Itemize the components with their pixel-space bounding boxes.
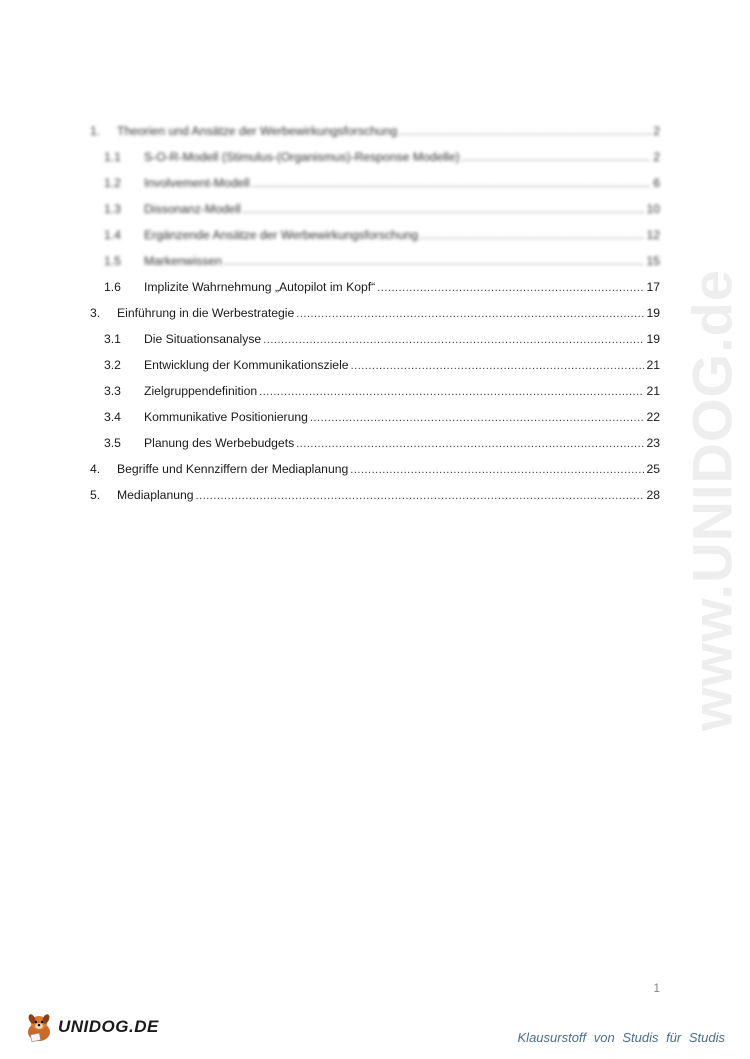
toc-dot-leader xyxy=(296,301,644,327)
toc-entry-title: Implizite Wahrnehmung „Autopilot im Kopf“ xyxy=(144,280,376,294)
toc-entry-page: 28 xyxy=(646,488,660,502)
toc-entry[interactable] xyxy=(90,300,660,326)
toc-entry-number: 3.4 xyxy=(104,410,121,424)
toc-dot-leader xyxy=(462,145,652,171)
toc-entry-number: 1.1 xyxy=(104,150,121,164)
toc-entry[interactable] xyxy=(90,118,660,144)
toc-dot-leader xyxy=(351,353,645,379)
toc-dot-leader xyxy=(399,119,651,145)
toc-entry-number: 3.5 xyxy=(104,436,121,450)
toc-dot-leader xyxy=(420,223,644,249)
toc-entry-page: 12 xyxy=(646,228,660,242)
toc-entry-title: Einführung in die Werbestrategie xyxy=(117,306,295,320)
toc-entry-page: 19 xyxy=(646,332,660,346)
toc-entry[interactable] xyxy=(90,482,660,508)
toc-entry[interactable] xyxy=(90,456,660,482)
toc-entry-title: Zielgruppendefinition xyxy=(144,384,258,398)
toc-entry[interactable] xyxy=(90,222,660,248)
toc-entry-title: Begriffe und Kennziffern der Mediaplanung xyxy=(117,462,349,476)
toc-entry-title: Dissonanz-Modell xyxy=(144,202,241,216)
toc-dot-leader xyxy=(296,431,644,457)
toc-dot-leader xyxy=(377,275,644,301)
toc-dot-leader xyxy=(196,483,645,509)
toc-entry-number: 1.3 xyxy=(104,202,121,216)
toc-dot-leader xyxy=(224,249,645,275)
toc-entry-page: 21 xyxy=(646,358,660,372)
toc-entry-number: 1.5 xyxy=(104,254,121,268)
toc-entry-number: 3.2 xyxy=(104,358,121,372)
toc-entry-number: 1.6 xyxy=(104,280,121,294)
page-number: 1 xyxy=(653,981,660,995)
toc-entry-title: Theorien und Ansätze der Werbewirkungsforschung xyxy=(117,124,398,138)
toc-entry-number: 1.4 xyxy=(104,228,121,242)
toc-entry[interactable] xyxy=(90,248,660,274)
toc-entry-number: 3.1 xyxy=(104,332,121,346)
toc-entry-number: 3. xyxy=(90,306,101,320)
toc-entry-title: Die Situationsanalyse xyxy=(144,332,262,346)
toc-entry[interactable] xyxy=(90,378,660,404)
dog-mascot-icon xyxy=(22,1010,56,1044)
toc-entry[interactable] xyxy=(90,170,660,196)
toc-entry-page: 15 xyxy=(646,254,660,268)
toc-entry-page: 6 xyxy=(653,176,660,190)
toc-entry-number: 5. xyxy=(90,488,101,502)
toc-entry-title: Entwicklung der Kommunikationsziele xyxy=(144,358,349,372)
toc-entry-page: 2 xyxy=(653,124,660,138)
toc-entry-page: 25 xyxy=(646,462,660,476)
toc-dot-leader xyxy=(263,327,644,353)
toc-entry-title: Involvement-Modell xyxy=(144,176,250,190)
toc-entry-title: Ergänzende Ansätze der Werbewirkungsforschung xyxy=(144,228,419,242)
toc-entry-number: 1. xyxy=(90,124,101,138)
toc-entry-title: Kommunikative Positionierung xyxy=(144,410,308,424)
toc-entry-page: 19 xyxy=(646,306,660,320)
toc-entry-title: S-O-R-Modell (Stimulus-(Organismus)-Response Modelle) xyxy=(144,150,460,164)
toc-dot-leader xyxy=(252,171,652,197)
toc-entry-page: 21 xyxy=(646,384,660,398)
toc-entry-title: Markenwissen xyxy=(144,254,222,268)
toc-entry[interactable] xyxy=(90,274,660,300)
toc-entry-number: 4. xyxy=(90,462,101,476)
toc-entry-title: Mediaplanung xyxy=(117,488,194,502)
toc-entry[interactable] xyxy=(90,404,660,430)
toc-entry[interactable] xyxy=(90,144,660,170)
toc-dot-leader xyxy=(243,197,645,223)
watermark: www.UNIDOG.de xyxy=(680,268,744,732)
toc-entry[interactable] xyxy=(90,352,660,378)
toc-dot-leader xyxy=(310,405,645,431)
table-of-contents xyxy=(90,118,660,508)
toc-entry[interactable] xyxy=(90,196,660,222)
toc-entry-page: 2 xyxy=(653,150,660,164)
logo-text: UNIDOG.DE xyxy=(58,1017,159,1036)
toc-dot-leader xyxy=(259,379,644,405)
toc-entry-page: 10 xyxy=(646,202,660,216)
toc-entry[interactable] xyxy=(90,326,660,352)
toc-entry-number: 3.3 xyxy=(104,384,121,398)
footer-tagline: Klausurstoff von Studis für Studis xyxy=(517,1030,725,1045)
toc-entry[interactable] xyxy=(90,430,660,456)
toc-dot-leader xyxy=(350,457,644,483)
toc-entry-page: 17 xyxy=(646,280,660,294)
toc-entry-page: 23 xyxy=(646,436,660,450)
toc-entry-page: 22 xyxy=(646,410,660,424)
unidog-logo[interactable] xyxy=(22,1010,159,1044)
toc-entry-title: Planung des Werbebudgets xyxy=(144,436,295,450)
toc-entry-number: 1.2 xyxy=(104,176,121,190)
